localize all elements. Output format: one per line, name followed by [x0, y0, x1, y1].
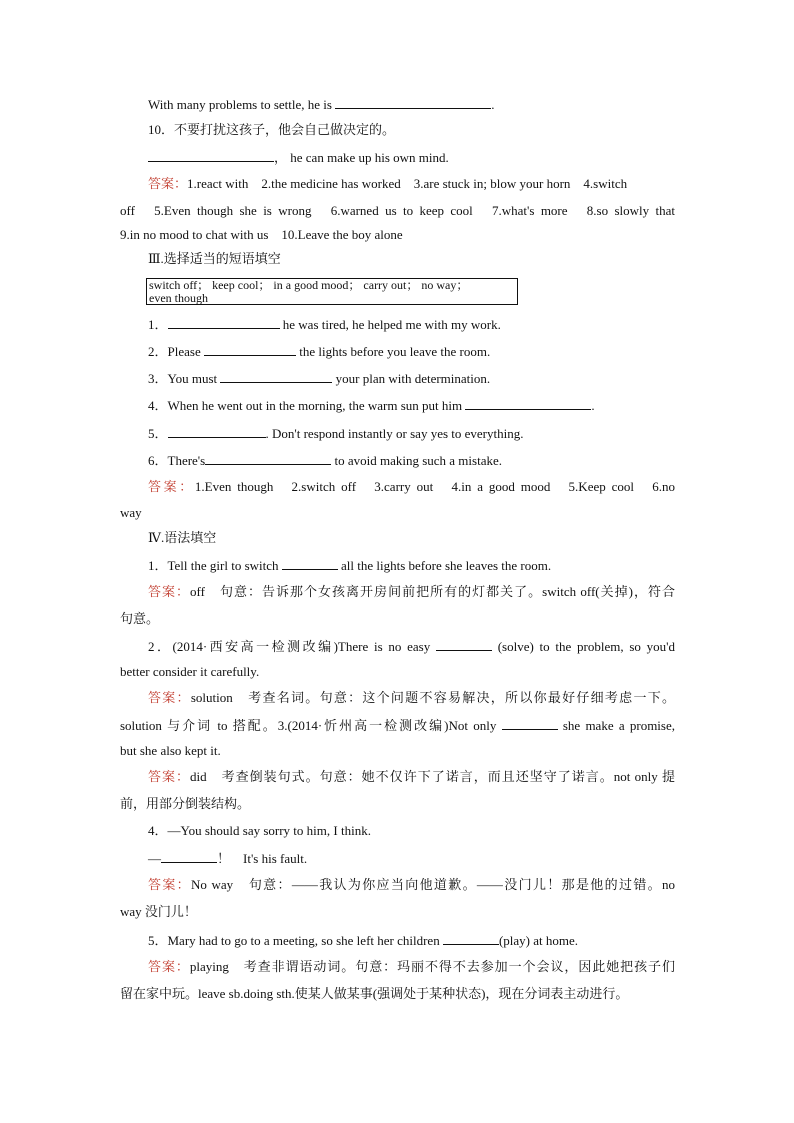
answer-blank[interactable]	[282, 557, 338, 570]
phrase-box-line-2: even though	[149, 291, 208, 305]
answer-blank[interactable]	[335, 96, 491, 109]
answer-blank[interactable]	[148, 149, 274, 162]
question-line: 4．When he went out in the morning, the warm sun put him .	[148, 398, 595, 413]
answer-label: 答案：	[148, 479, 195, 494]
section-4-title: Ⅳ.语法填空	[148, 530, 217, 545]
question-line: — ！ It's his fault.	[148, 851, 308, 866]
answer-blank[interactable]	[465, 397, 591, 410]
answer-blank[interactable]	[205, 452, 331, 465]
question-10-chinese: 10．不要打扰这孩子，他会自己做决定的。	[148, 122, 396, 137]
section-3-title: Ⅲ.选择适当的短语填空	[148, 251, 281, 266]
answer-blank[interactable]	[443, 932, 499, 945]
answer-line: 答案：No way 句意：——我认为你应当向他道歉。——没门儿！那是他的过错。no	[148, 877, 675, 892]
question-line: 4．—You should say sorry to him, I think.	[148, 823, 371, 838]
question-10-line: ， he can make up his own mind.	[148, 149, 675, 166]
question-line: 3．You must your plan with determination.	[148, 371, 491, 386]
question-continued: better consider it carefully.	[120, 664, 260, 679]
answer-blank[interactable]	[168, 316, 280, 329]
answer-blank[interactable]	[204, 343, 296, 356]
answer-blank[interactable]	[168, 425, 266, 438]
answer-continued: 句意。	[120, 611, 160, 626]
answer-label: 答案：	[148, 690, 191, 705]
question-line: 1．Tell the girl to switch all the lights before she leaves the room.	[148, 558, 552, 573]
answer-continued: way 没门儿！	[120, 904, 197, 919]
answer-line: 答案：off 句意：告诉那个女孩离开房间前把所有的灯都关了。switch off(关掉)，符合	[148, 584, 675, 599]
answer-continued: way	[120, 505, 142, 520]
answer-blank[interactable]	[161, 850, 217, 863]
question-line: 1． he was tired, he helped me with my work.	[148, 317, 501, 332]
question-line: 5．Mary had to go to a meeting, so she left her children (play) at home.	[148, 933, 579, 948]
answer-line: 答案：1.react with 2.the medicine has worked 3.are stuck in; blow your horn 4.switch	[148, 176, 628, 191]
question-line: 6．There's to avoid making such a mistake.	[148, 453, 502, 468]
answer-continued: 留在家中玩。leave sb.doing sth.使某人做某事(强调处于某种状态)，现在分词表主动进行。	[120, 986, 629, 1001]
answer-label: 答案：	[148, 584, 191, 599]
question-continued: but she also kept it.	[120, 743, 221, 758]
answer-blank[interactable]	[436, 638, 492, 651]
answer-label: 答案：	[148, 769, 191, 784]
answer-label: 答案：	[148, 959, 190, 974]
question-line: 2．(2014·西安高一检测改编)There is no easy (solve) to the problem, so you'd	[148, 639, 675, 654]
answer-blank[interactable]	[502, 717, 558, 730]
answer-label: 答案：	[148, 176, 188, 191]
answer-label: 答案：	[148, 877, 192, 892]
answer-blank[interactable]	[220, 370, 332, 383]
question-line: 5． . Don't respond instantly or say yes to everything.	[148, 426, 524, 441]
phrase-box-line-1: switch off； keep cool； in a good mood； carry out； no way；	[149, 278, 469, 292]
question-line: 2．Please the lights before you leave the room.	[148, 344, 491, 359]
answer-continued: 9.in no mood to chat with us 10.Leave the boy alone	[120, 227, 403, 242]
answer-line: 答案：did 考查倒装句式。句意：她不仅许下了诺言，而且还坚守了诺言。not only 提	[148, 769, 675, 784]
phrase-box	[146, 278, 518, 305]
answer-continued: off 5.Even though she is wrong 6.warned us to keep cool 7.what's more 8.so slowly that	[120, 203, 675, 218]
answer-continued: solution 与介词 to 搭配。3.(2014·忻州高一检测改编)Not only she make a promise,	[120, 718, 675, 733]
answer-continued: 前，用部分倒装结构。	[120, 796, 251, 811]
answer-line: 答案：playing 考查非谓语动词。句意：玛丽不得不去参加一个会议，因此她把孩子们	[148, 959, 675, 974]
answer-line: 答案：solution 考查名词。句意：这个问题不容易解决，所以你最好仔细考虑一下。	[148, 690, 675, 705]
question-9-line: With many problems to settle, he is .	[148, 97, 495, 112]
answer-line: 答案：1.Even though 2.switch off 3.carry out 4.in a good mood 5.Keep cool 6.no	[148, 479, 675, 494]
